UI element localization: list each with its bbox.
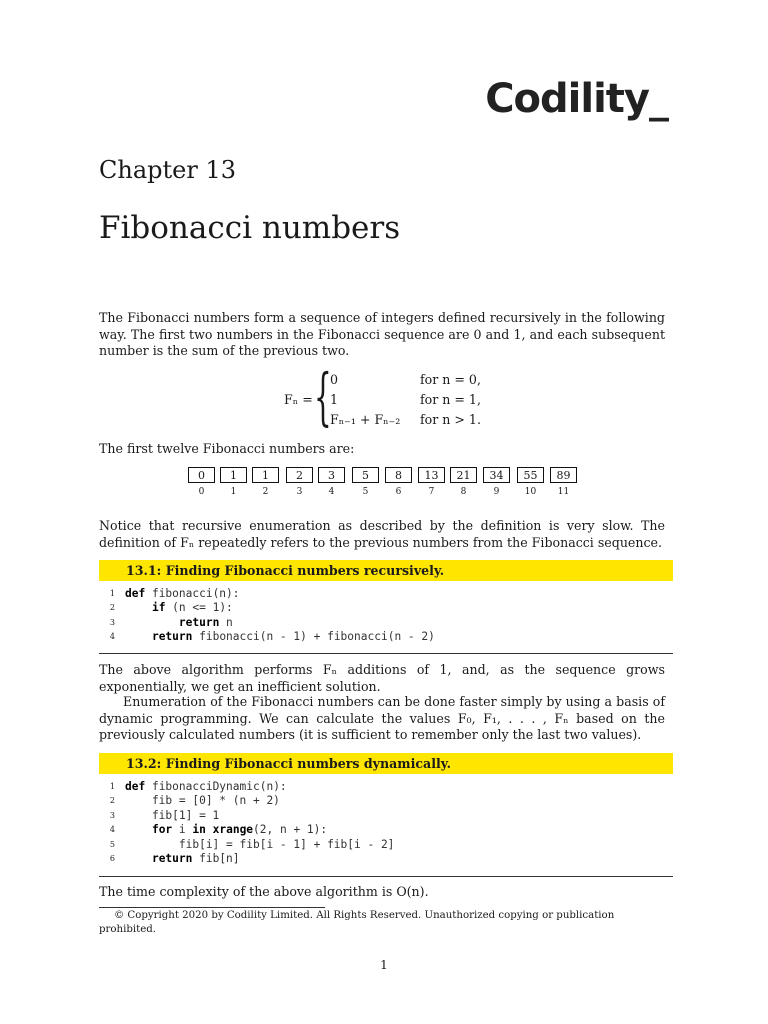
- sequence-value-cell: 2: [286, 467, 313, 483]
- listing-1-code: [99, 587, 673, 647]
- notice-paragraph: Notice that recursive enumeration as described by the definition is very slow. The definition of Fₙ repeatedly refers to the previous numbers from the Fibonacci sequence.: [99, 518, 665, 550]
- chapter-title: Fibonacci numbers: [99, 210, 401, 246]
- enumeration-paragraph: Enumeration of the Fibonacci numbers can be done faster simply by using a basis of dynamic programming. We can calculate the values F₀, F₁, . . . , Fₙ based on the previously calculated numbers (it is sufficient to remember only the last two values).: [99, 694, 665, 742]
- sequence-index-label: 5: [362, 487, 369, 497]
- code-line-number: 3: [109, 617, 115, 627]
- listing-2-code: [99, 780, 673, 870]
- listing-2-title: 13.2: Finding Fibonacci numbers dynamically.: [126, 756, 452, 771]
- code-line: def fibonacci(n):: [125, 587, 240, 600]
- code-line: return fibonacci(n - 1) + fibonacci(n - 2): [151, 630, 435, 644]
- case-condition-1: for n = 1,: [420, 392, 481, 407]
- case-value-1: 1: [330, 392, 339, 407]
- copyright-footnote: © Copyright 2020 by Codility Limited. All Rights Reserved. Unauthorized copying or publication prohibited.: [99, 910, 615, 935]
- sequence-index-label: 3: [296, 487, 303, 497]
- first-twelve-text: The first twelve Fibonacci numbers are:: [99, 441, 355, 456]
- code-line: fib = [0] * (n + 2): [125, 794, 280, 808]
- sequence-index-label: 6: [395, 487, 402, 497]
- sequence-value-cell: 89: [550, 467, 577, 483]
- code-line-number: 4: [109, 632, 115, 642]
- listing-1-rule: [99, 653, 673, 654]
- case-condition-2: for n > 1.: [420, 412, 481, 427]
- sequence-value-cell: 21: [450, 467, 477, 483]
- footnote-rule: [99, 907, 325, 908]
- above-algorithm-paragraph: The above algorithm performs Fₙ additions of 1, and, as the sequence grows exponentially, we get an inefficient solution.: [99, 662, 665, 694]
- sequence-index-label: 2: [262, 487, 269, 497]
- sequence-index-label: 11: [557, 487, 570, 497]
- listing-1-title: 13.1: Finding Fibonacci numbers recursively.: [126, 563, 445, 578]
- sequence-value-cell: 13: [418, 467, 445, 483]
- code-line-number: 2: [109, 603, 115, 613]
- intro-paragraph: The Fibonacci numbers form a sequence of integers defined recursively in the following way. The first two numbers in the Fibonacci sequence are 0 and 1, and each subsequent number is the sum of the previous two.: [99, 310, 665, 358]
- chapter-label: Chapter 13: [99, 156, 236, 184]
- sequence-value-cell: 5: [352, 467, 379, 483]
- code-line: return n: [178, 615, 233, 629]
- sequence-index-label: 10: [524, 487, 537, 497]
- code-line: return fib[n]: [151, 852, 240, 865]
- listing-2-header: [99, 753, 673, 774]
- code-line-number: 4: [109, 825, 115, 835]
- complexity-paragraph: The time complexity of the above algorithm is O(n).: [99, 884, 429, 899]
- case-condition-0: for n = 0,: [420, 372, 481, 387]
- sequence-index-label: 1: [230, 487, 237, 497]
- code-line-number: 2: [109, 796, 115, 806]
- sequence-index-label: 0: [198, 487, 205, 497]
- sequence-value-cell: 0: [188, 467, 215, 483]
- code-line: fib[1] = 1: [125, 808, 220, 822]
- sequence-value-cell: 3: [318, 467, 345, 483]
- codility-logo: Codility_: [485, 76, 668, 122]
- listing-1-header: [99, 560, 673, 581]
- sequence-value-cell: 55: [517, 467, 544, 483]
- sequence-value-cell: 8: [385, 467, 412, 483]
- code-line: for i in xrange(2, n + 1):: [151, 823, 328, 837]
- formula-lhs: Fₙ =: [284, 392, 313, 407]
- sequence-index-label: 9: [493, 487, 500, 497]
- page-number: 1: [380, 958, 388, 972]
- code-line: def fibonacciDynamic(n):: [125, 780, 287, 793]
- sequence-value-cell: 34: [483, 467, 510, 483]
- code-line: if (n <= 1):: [151, 601, 233, 615]
- case-value-2: Fₙ₋₁ + Fₙ₋₂: [330, 412, 401, 427]
- listing-2-rule: [99, 876, 673, 877]
- sequence-index-label: 8: [460, 487, 467, 497]
- case-value-0: 0: [330, 372, 339, 387]
- formula-brace: {: [314, 360, 332, 433]
- code-line: fib[i] = fib[i - 1] + fib[i - 2]: [125, 837, 395, 851]
- code-line-number: 1: [109, 589, 115, 598]
- sequence-index-label: 7: [428, 487, 435, 497]
- code-line-number: 3: [109, 810, 115, 820]
- sequence-value-cell: 1: [252, 467, 279, 483]
- sequence-value-cell: 1: [220, 467, 247, 483]
- code-line-number: 5: [109, 839, 115, 849]
- code-line-number: 6: [109, 854, 115, 863]
- sequence-index-label: 4: [328, 487, 335, 497]
- code-line-number: 1: [109, 782, 115, 791]
